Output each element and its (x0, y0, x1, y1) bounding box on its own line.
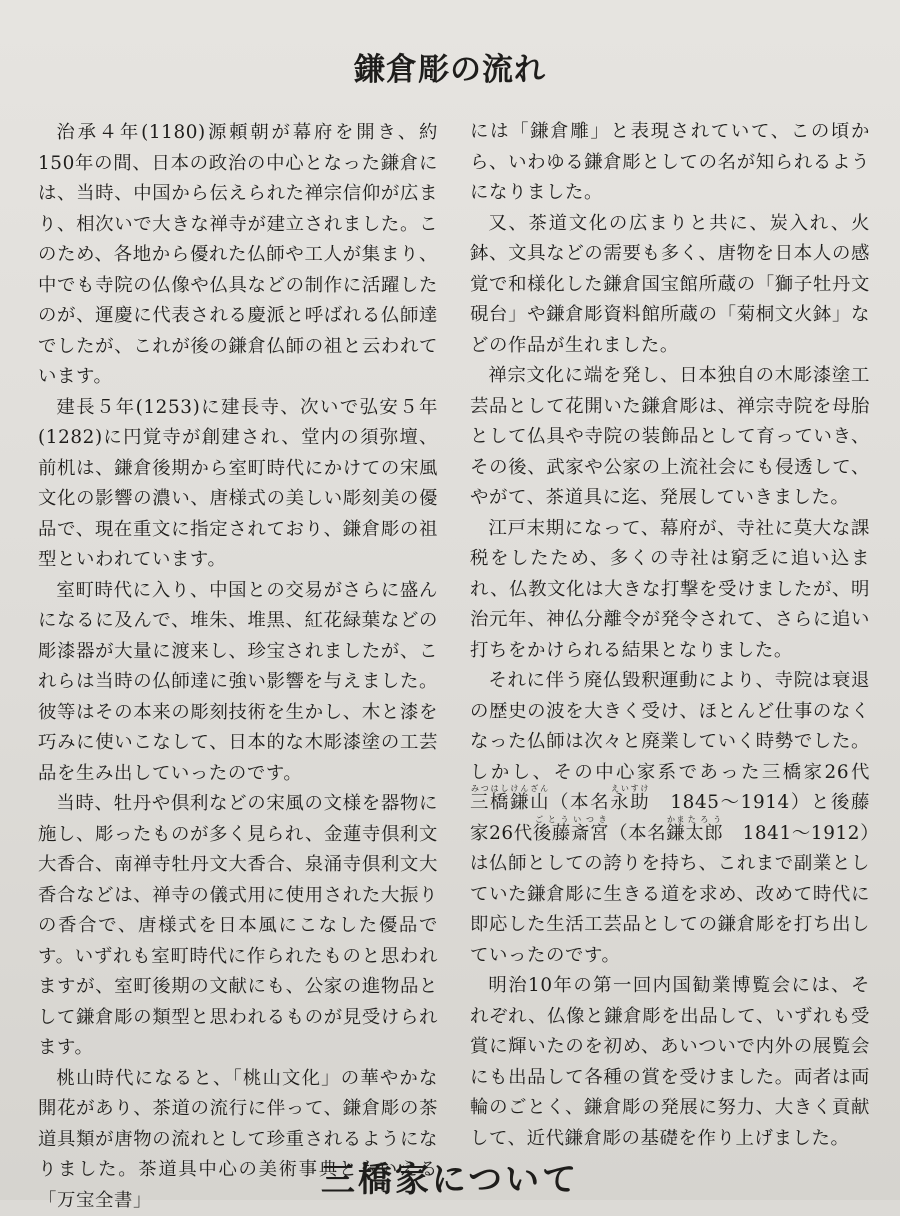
ruby-kama: かま (666, 815, 685, 824)
paragraph-1: 治承４年(1180)源頼朝が幕府を開き、約150年の間、日本の政治の中心となった鎌倉には、当時、中国から伝えられた禅宗信仰が広まり、相次いで大きな禅寺が建立されました。このため、各地から優れた仏師や工人が集まり、中でも寺院の仏像や仏具などの制作に活躍したのが、運慶に代表される慶派と呼ばれる仏師達でしたが、これが後の鎌倉仏師の祖と云われています。 (38, 118, 438, 393)
paragraph-9-part-c: 1845〜1914）と後藤家26代 (470, 792, 870, 844)
paragraph-5: 桃山時代になると、「桃山文化」の華やかな開花があり、茶道の流行に伴って、鎌倉彫の茶道具類が唐物の流れとして珍重されるようになりました。茶道具中心の美術事典ともいえる「万宝全書」 (38, 1064, 438, 1216)
paragraph-9-part-d: （本名 (609, 823, 666, 844)
document-title: 鎌倉彫の流れ (0, 44, 900, 89)
name-mitsuhashi-kenzan: 三橋鎌山みつはしけんざん (470, 792, 550, 813)
right-text-column (470, 117, 870, 1154)
paragraph-9 (470, 666, 870, 971)
left-text-column (38, 118, 438, 1216)
paragraph-6: 又、茶道文化の広まりと共に、炭入れ、火鉢、文具などの需要も多く、唐物を日本人の感覚で和様化した鎌倉国宝館所蔵の「獅子牡丹文硯台」や鎌倉彫資料館所蔵の「菊桐文火鉢」などの作品が生れました。 (470, 209, 870, 362)
paragraph-3: 室町時代に入り、中国との交易がさらに盛んになるに及んで、堆朱、堆黒、紅花緑葉などの彫漆器が大量に渡来し、珍宝されましたが、これらは当時の仏師達に強い影響を与えました。彼等はその本来の彫刻技術を生かし、木と漆を巧みに使いこなして、日本的な木彫漆塗の工芸品を生み出していったのです。 (38, 576, 438, 790)
paragraph-9-part-a: それに伴う廃仏毀釈運動により、寺院は衰退の歴史の波を大きく受け、ほとんど仕事のなくなった仏師は次々と廃業していく時勢でした。しかし、その中心家系であった三橋家26代 (470, 670, 870, 783)
paragraph-5-continued: には「鎌倉雕」と表現されていて、この頃から、いわゆる鎌倉彫としての名が知られるようになりました。 (470, 117, 870, 209)
ruby-mitsuhashi-kenzan: みつはしけんざん (470, 784, 549, 793)
paragraph-4: 当時、牡丹や倶利などの宋風の文様を器物に施し、彫ったものが多く見られ、金蓮寺倶利文大香合、南禅寺牡丹文大香合、泉涌寺倶利文大香合などは、禅寺の儀式用に使用された大振りの香合で、唐様式を日本風にこなした優品です。いずれも室町時代に作られたものと思われますが、室町後期の文献にも、公家の進物品として鎌倉彫の類型と思われるものが見受けられます。 (38, 789, 438, 1064)
ruby-goto-itsuki: ごとういつき (533, 815, 609, 824)
name-eisuke: 永助えいすけ (610, 792, 650, 813)
name-taro: 太郎たろう (685, 823, 723, 844)
paragraph-7: 禅宗文化に端を発し、日本独自の木彫漆塗工芸品として花開いた鎌倉彫は、禅宗寺院を母胎として仏具や寺院の装飾品として育っていき、その後、武家や公家の上流社会にも侵透して、やがて、茶道具に迄、発展していきました。 (470, 361, 870, 514)
paragraph-8: 江戸末期になって、幕府が、寺社に莫大な課税をしたため、多くの寺社は窮乏に追い込まれ、仏教文化は大きな打撃を受けましたが、明治元年、神仏分離令が発令されて、さらに追い打ちをかけられる結果となりました。 (470, 514, 870, 667)
paragraph-9-part-e: 1841〜1912）は仏師としての誇りを持ち、これまで副業としていた鎌倉彫に生きる道を求め、改めて時代に即応した生活工芸品としての鎌倉彫を打ち出していったのです。 (470, 823, 870, 966)
ruby-eisuke: えいすけ (610, 784, 649, 793)
ruby-taro: たろう (685, 815, 723, 824)
name-kama: 鎌かま (666, 823, 685, 844)
paragraph-9-part-b: （本名 (550, 792, 610, 813)
section-title-mitsuhashi-family: 三橋家について (0, 1152, 900, 1201)
name-goto-itsuki: 後藤斎宮ごとういつき (533, 823, 609, 844)
paragraph-2: 建長５年(1253)に建長寺、次いで弘安５年(1282)に円覚寺が創建され、堂内の須弥壇、前机は、鎌倉後期から室町時代にかけての宋風文化の影響の濃い、唐様式の美しい彫刻美の優品で、現在重文に指定されており、鎌倉彫の祖型といわれています。 (38, 393, 438, 576)
paragraph-10: 明治10年の第一回内国勧業博覧会には、それぞれ、仏像と鎌倉彫を出品して、いずれも受賞に輝いたのを初め、あいついで内外の展覧会にも出品して各種の賞を受けました。両者は両輪のごとく、鎌倉彫の発展に努力、大きく貢献して、近代鎌倉彫の基礎を作り上げました。 (470, 971, 870, 1154)
